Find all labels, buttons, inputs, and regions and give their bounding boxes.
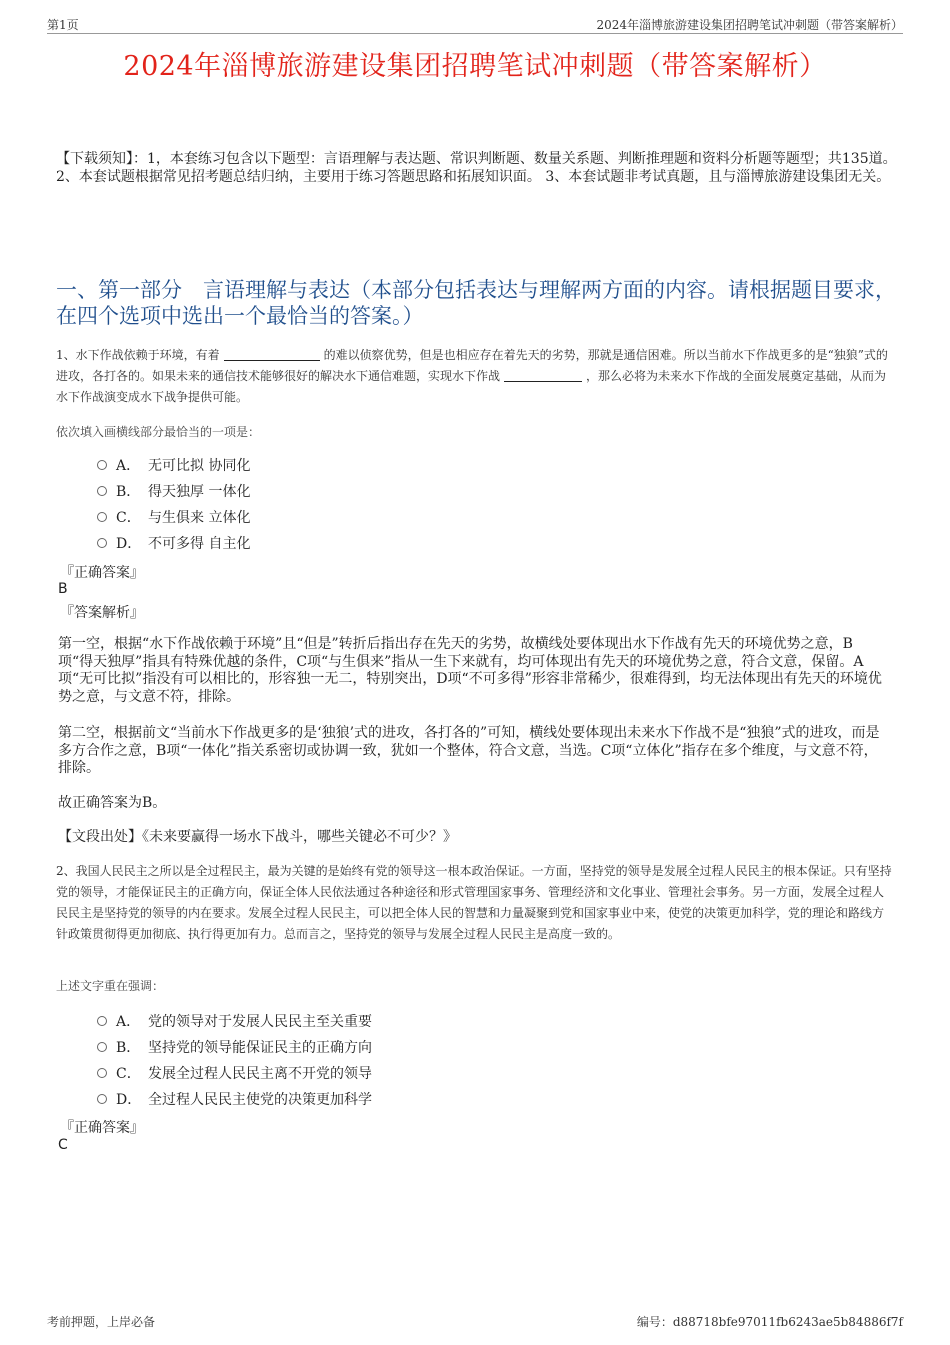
correct-answer-value: B (58, 581, 68, 597)
fill-blank-2 (504, 370, 582, 382)
question-1-prompt: 依次填入画横线部分最恰当的一项是： (56, 425, 261, 439)
radio-icon[interactable] (97, 486, 107, 496)
document-title: 2024年淄博旅游建设集团招聘笔试冲刺题（带答案解析） (123, 51, 827, 82)
option-b[interactable]: B． 坚持党的领导能保证民主的正确方向 (97, 1034, 372, 1060)
option-c[interactable]: C． 发展全过程人民民主离不开党的领导 (97, 1060, 372, 1086)
radio-icon[interactable] (97, 538, 107, 548)
footer-slogan: 考前押题，上岸必备 (47, 1315, 156, 1329)
correct-answer-label: 『正确答案』 (60, 1120, 144, 1136)
question-2-text: 2、我国人民民主之所以是全过程民主，最为关键的是始终有党的领导这一根本政治保证。一方面，坚持党的领导是发展全过程人民民主的根本保证。只有坚持党的领导，才能保证民主的正确方向，保证全体人民依法通过各种途径和形式管理国家事务、管理经济和文化事业、管理社会事务。另一方面，发展全过程人民民主是坚持党的领导的内在要求。发展全过程人民民主，可以把全体人民的智慧和力量凝聚到党和国家事业中来，使党的决策更加科学，党的理论和路线方针政策贯彻得更加彻底、执行得更加有力。总而言之，坚持党的领导与发展全过程人民民主是高度一致的。 (56, 864, 892, 941)
option-a[interactable]: A． 无可比拟 协同化 (97, 452, 250, 478)
analysis-paragraph-1: 第一空，根据“水下作战依赖于环境”且“但是”转折后指出存在先天的劣势，故横线处要体现出水下作战有先天的环境优势之意，B项“得天独厚”指具有特殊优越的条件，C项“与生俱来”指从一生下来就有，均可体现出有先天的环境优势之意，符合文意，保留。A项“无可比拟”指没有可以相比的，形容独一无二，特别突出，D项“不可多得”形容非常稀少，很难得到，均无法体现出有先天的环境优势之意，与文意不符，排除。 (58, 636, 882, 705)
page-header (47, 14, 903, 34)
page-number: 第1页 (47, 18, 79, 32)
q1-text-part2: 的难以侦察优势，但是也相应存在着先天的劣势，那就是通信困难。所以当前水下作战更多的是“独狼”式的进攻，各打各的。如果未来的通信技术能够很好的解决水下通信难题，实现水下作战 (56, 348, 888, 383)
radio-icon[interactable] (97, 460, 107, 470)
option-d[interactable]: D． 不可多得 自主化 (97, 530, 250, 556)
question-2-prompt: 上述文字重在强调： (56, 979, 165, 993)
download-notice: 【下载须知】：1，本套练习包含以下题型：言语理解与表达题、常识判断题、数量关系题、判断推理题和资料分析题等题型；共135道。 2、本套试题根据常见招考题总结归纳，主要用于练习答题思路和拓展知识面。 3、本套试题非考试真题，且与淄博旅游建设集团无关。 (56, 151, 897, 185)
header-title: 2024年淄博旅游建设集团招聘笔试冲刺题（带答案解析） (596, 18, 903, 32)
question-1-text (56, 345, 894, 408)
question-2-options (97, 1008, 372, 1112)
option-c[interactable]: C． 与生俱来 立体化 (97, 504, 250, 530)
option-d[interactable]: D． 全过程人民民主使党的决策更加科学 (97, 1086, 372, 1112)
passage-source: 【文段出处】《未来要赢得一场水下战斗，哪些关键必不可少？》 (58, 829, 457, 845)
correct-answer-label: 『正确答案』 (60, 565, 144, 581)
radio-icon[interactable] (97, 1068, 107, 1078)
radio-icon[interactable] (97, 1042, 107, 1052)
correct-answer-value: C (58, 1137, 68, 1153)
q1-text-part3: ，那么必将为未来水下作战的全面发展奠定基础，从而为水下作战演变成水下战争提供可能。 (56, 369, 887, 404)
analysis-paragraph-2: 第二空，根据前文“当前水下作战更多的是‘独狼’式的进攻，各打各的”可知，横线处要体现出未来水下作战不是“独狼”式的进攻，而是多方合作之意，B项“一体化”指关系密切或协调一致，犹如一个整体，符合文意，当选。C项“立体化”指存在多个维度，与文意不符，排除。 (58, 725, 880, 776)
option-a[interactable]: A． 党的领导对于发展人民民主至关重要 (97, 1008, 372, 1034)
footer-document-id: 编号：d88718bfe97011fb6243ae5b84886f7f (636, 1315, 903, 1329)
radio-icon[interactable] (97, 512, 107, 522)
radio-icon[interactable] (97, 1016, 107, 1026)
fill-blank-1 (224, 349, 320, 361)
option-b[interactable]: B． 得天独厚 一体化 (97, 478, 250, 504)
radio-icon[interactable] (97, 1094, 107, 1104)
q1-text-part1: 1、水下作战依赖于环境，有着 (56, 348, 220, 362)
question-1-options (97, 452, 250, 556)
analysis-conclusion: 故正确答案为B。 (58, 795, 167, 811)
section-title: 一、第一部分 言语理解与表达（本部分包括表达与理解两方面的内容。请根据题目要求，在四个选项中选出一个最恰当的答案。） (56, 278, 896, 328)
analysis-label: 『答案解析』 (60, 605, 144, 621)
